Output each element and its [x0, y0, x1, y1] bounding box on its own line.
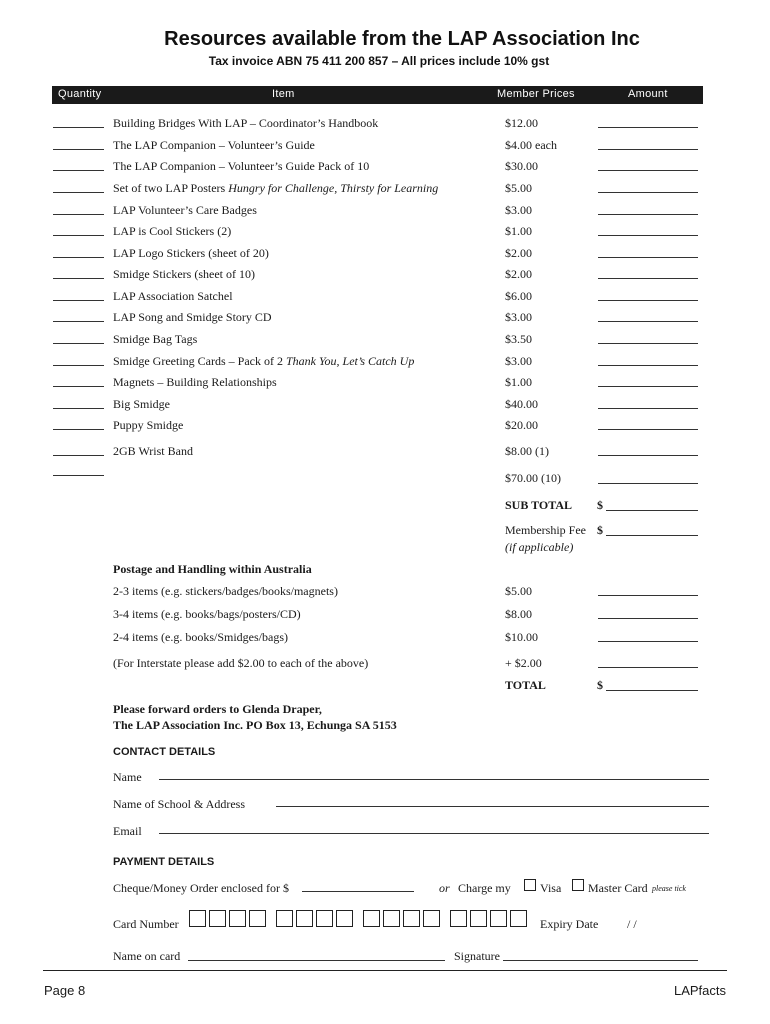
- card-digit-box[interactable]: [276, 910, 293, 927]
- item-price: $30.00: [505, 159, 538, 173]
- membership-fee-field[interactable]: [606, 535, 698, 536]
- card-digit-box[interactable]: [209, 910, 226, 927]
- item-name-text: Building Bridges With LAP – Coordinator’s Handbook: [113, 116, 379, 130]
- item-price: $3.00: [505, 354, 532, 368]
- postage-amount-field[interactable]: [598, 595, 698, 596]
- amount-field[interactable]: [598, 170, 698, 171]
- card-digit-box[interactable]: [296, 910, 313, 927]
- item-name: [113, 246, 269, 261]
- item-price: $6.00: [505, 289, 532, 303]
- or-label: or: [439, 881, 450, 895]
- amount-field[interactable]: [598, 214, 698, 215]
- table-row: [0, 289, 770, 305]
- amount-field[interactable]: [598, 127, 698, 128]
- postage-label: 2-3 items (e.g. stickers/badges/books/magnets): [113, 584, 338, 598]
- item-name-italic: Hungry for Challenge, Thirsty for Learning: [228, 181, 439, 195]
- card-digit-box[interactable]: [249, 910, 266, 927]
- postage-label: (For Interstate please add $2.00 to each of the above): [113, 656, 369, 670]
- sub-total-field[interactable]: [606, 510, 698, 511]
- membership-fee-note: (if applicable): [505, 540, 574, 554]
- item-name-text: Smidge Bag Tags: [113, 332, 198, 346]
- card-digit-box[interactable]: [450, 910, 467, 927]
- membership-fee-label: Membership Fee: [505, 523, 586, 537]
- name-on-card-label: Name on card: [113, 949, 181, 963]
- item-name-text: The LAP Companion – Volunteer’s Guide: [113, 138, 315, 152]
- cheque-label: Cheque/Money Order enclosed for $: [113, 881, 289, 895]
- quantity-field[interactable]: [53, 386, 104, 387]
- postage-price: $5.00: [505, 584, 532, 598]
- item-name: [113, 444, 193, 459]
- school-address-field[interactable]: [276, 806, 709, 807]
- dollar-sign: $: [597, 523, 603, 537]
- item-price: $3.00: [505, 310, 532, 324]
- item-name: [113, 116, 378, 131]
- item-price: $8.00 (1): [505, 444, 549, 458]
- col-item: Item: [272, 88, 295, 100]
- amount-field[interactable]: [598, 386, 698, 387]
- item-name-text: LAP Song and Smidge Story CD: [113, 310, 272, 324]
- amount-field[interactable]: [598, 278, 698, 279]
- amount-field[interactable]: [598, 257, 698, 258]
- postage-label: 2-4 items (e.g. books/Smidges/bags): [113, 630, 288, 644]
- amount-field[interactable]: [598, 429, 698, 430]
- table-row: [0, 354, 770, 370]
- page-subtitle: Tax invoice ABN 75 411 200 857 – All prices include 10% gst: [208, 54, 550, 68]
- item-name-text: Magnets – Building Relationships: [113, 375, 277, 389]
- name-on-card-field[interactable]: [188, 960, 445, 961]
- item-name: [113, 397, 170, 412]
- item-price: $20.00: [505, 418, 538, 432]
- card-digit-box[interactable]: [403, 910, 420, 927]
- footer-divider: [43, 970, 727, 971]
- quantity-field[interactable]: [53, 170, 104, 171]
- item-name-text: Big Smidge: [113, 397, 171, 411]
- table-row: [0, 181, 770, 197]
- quantity-field[interactable]: [53, 455, 104, 456]
- item-name-italic: Thank You, Let’s Catch Up: [285, 354, 415, 368]
- item-price: $12.00: [505, 116, 538, 130]
- card-digit-box[interactable]: [383, 910, 400, 927]
- table-row: [0, 418, 770, 434]
- postage-price: + $2.00: [505, 656, 542, 670]
- forward-line-2: The LAP Association Inc. PO Box 13, Echunga SA 5153: [113, 718, 397, 732]
- col-amount: Amount: [628, 88, 668, 100]
- dollar-sign: $: [597, 498, 603, 512]
- item-price: $1.00: [505, 224, 532, 238]
- dollar-sign: $: [597, 678, 603, 692]
- item-name: [113, 224, 231, 239]
- table-header: [52, 86, 703, 104]
- item-price: $1.00: [505, 375, 532, 389]
- amount-field[interactable]: [598, 235, 698, 236]
- item-name: [113, 354, 414, 369]
- email-field[interactable]: [159, 833, 709, 834]
- item-name: [113, 418, 183, 433]
- quantity-field[interactable]: [53, 365, 104, 366]
- postage-amount-field[interactable]: [598, 618, 698, 619]
- total-label: TOTAL: [505, 678, 546, 692]
- table-row: [0, 203, 770, 219]
- item-name: [113, 203, 257, 218]
- item-name-text: Smidge Greeting Cards – Pack of 2: [113, 354, 286, 368]
- quantity-field[interactable]: [53, 257, 104, 258]
- item-name-text: LAP is Cool Stickers (2): [113, 224, 232, 238]
- quantity-field[interactable]: [53, 214, 104, 215]
- email-label: Email: [113, 824, 142, 838]
- item-name: [113, 375, 277, 390]
- quantity-field[interactable]: [53, 192, 104, 193]
- quantity-field[interactable]: [53, 127, 104, 128]
- item-price: $4.00 each: [505, 138, 557, 152]
- item-price: $2.00: [505, 246, 532, 260]
- amount-field[interactable]: [598, 455, 698, 456]
- sub-total-label: SUB TOTAL: [505, 498, 573, 512]
- card-digit-box[interactable]: [189, 910, 206, 927]
- postage-price: $10.00: [505, 630, 538, 644]
- item-price: $3.00: [505, 203, 532, 217]
- page-title: Resources available from the LAP Association Inc: [164, 28, 640, 50]
- table-row: [0, 246, 770, 262]
- item-price: $5.00: [505, 181, 532, 195]
- amount-field[interactable]: [598, 365, 698, 366]
- quantity-field[interactable]: [53, 429, 104, 430]
- postage-label: 3-4 items (e.g. books/bags/posters/CD): [113, 607, 301, 621]
- postage-row: [0, 584, 770, 600]
- item-price: $3.50: [505, 332, 532, 346]
- item-name: [113, 289, 233, 304]
- postage-row: [0, 607, 770, 623]
- card-digit-box[interactable]: [316, 910, 333, 927]
- table-row: [0, 375, 770, 391]
- item-name: [113, 159, 369, 174]
- amount-field-wristband-pack[interactable]: [598, 483, 698, 484]
- item-price: $40.00: [505, 397, 538, 411]
- cheque-amount-field[interactable]: [302, 891, 414, 892]
- quantity-field-wristband-pack[interactable]: [53, 475, 104, 476]
- table-row: [0, 159, 770, 175]
- item-name-text: LAP Logo Stickers (sheet of 20): [113, 246, 269, 260]
- table-row: [0, 332, 770, 348]
- postage-amount-field[interactable]: [598, 641, 698, 642]
- amount-field[interactable]: [598, 149, 698, 150]
- table-row: [0, 224, 770, 240]
- visa-label: Visa: [540, 881, 562, 895]
- card-digit-box[interactable]: [470, 910, 487, 927]
- school-label: Name of School & Address: [113, 797, 245, 811]
- expiry-date-field[interactable]: / /: [627, 917, 637, 931]
- visa-checkbox[interactable]: [524, 879, 536, 891]
- amount-field[interactable]: [598, 321, 698, 322]
- quantity-field[interactable]: [53, 235, 104, 236]
- quantity-field[interactable]: [53, 278, 104, 279]
- postage-row: [0, 630, 770, 646]
- amount-field[interactable]: [598, 300, 698, 301]
- table-row: [0, 397, 770, 413]
- quantity-field[interactable]: [53, 321, 104, 322]
- item-name-text: 2GB Wrist Band: [113, 444, 193, 458]
- table-row: [0, 138, 770, 154]
- postage-amount-field[interactable]: [598, 667, 698, 668]
- amount-field[interactable]: [598, 343, 698, 344]
- signature-label: Signature: [454, 949, 500, 963]
- card-digit-box[interactable]: [510, 910, 527, 927]
- amount-field[interactable]: [598, 192, 698, 193]
- mastercard-checkbox[interactable]: [572, 879, 584, 891]
- card-digit-box[interactable]: [336, 910, 353, 927]
- postage-price: $8.00: [505, 607, 532, 621]
- item-price: $2.00: [505, 267, 532, 281]
- item-name-text: LAP Association Satchel: [113, 289, 233, 303]
- item-name-text: LAP Volunteer’s Care Badges: [113, 203, 257, 217]
- item-name-text: Puppy Smidge: [113, 418, 184, 432]
- col-quantity: Quantity: [58, 88, 102, 100]
- item-name: [113, 267, 255, 282]
- expiry-label: Expiry Date: [540, 917, 599, 931]
- signature-field[interactable]: [503, 960, 698, 961]
- footer-brand: LAPfacts: [673, 983, 726, 998]
- amount-field[interactable]: [598, 408, 698, 409]
- table-row: [0, 444, 770, 460]
- quantity-field[interactable]: [53, 408, 104, 409]
- quantity-field[interactable]: [53, 300, 104, 301]
- quantity-field[interactable]: [53, 149, 104, 150]
- mastercard-label: Master Card: [588, 881, 648, 895]
- name-field[interactable]: [159, 779, 709, 780]
- quantity-field[interactable]: [53, 343, 104, 344]
- please-tick-note: please tick: [652, 884, 686, 893]
- total-field[interactable]: [606, 690, 698, 691]
- card-digit-box[interactable]: [229, 910, 246, 927]
- item-name: [113, 138, 315, 153]
- item-name: [113, 181, 438, 196]
- forward-line-1: Please forward orders to Glenda Draper,: [113, 702, 322, 716]
- payment-heading: PAYMENT DETAILS: [113, 856, 215, 868]
- table-row: [0, 267, 770, 283]
- item-name: [113, 310, 272, 325]
- table-row: [0, 116, 770, 132]
- card-number-label: Card Number: [113, 917, 179, 931]
- col-member-prices: Member Prices: [497, 88, 575, 100]
- table-row: [0, 310, 770, 326]
- page-number: Page 8: [44, 983, 86, 998]
- charge-label: Charge my: [458, 881, 511, 895]
- item-name-text: Set of two LAP Posters: [113, 181, 229, 195]
- item-name-text: The LAP Companion – Volunteer’s Guide Pack of 10: [113, 159, 370, 173]
- item-name: [113, 332, 197, 347]
- postage-row: [0, 656, 770, 672]
- postage-heading: Postage and Handling within Australia: [113, 562, 312, 576]
- card-digit-box[interactable]: [423, 910, 440, 927]
- contact-heading: CONTACT DETAILS: [113, 746, 216, 758]
- wristband-pack-price: $70.00 (10): [505, 471, 561, 485]
- item-name-text: Smidge Stickers (sheet of 10): [113, 267, 255, 281]
- name-label: Name: [113, 770, 142, 784]
- card-digit-box[interactable]: [490, 910, 507, 927]
- card-digit-box[interactable]: [363, 910, 380, 927]
